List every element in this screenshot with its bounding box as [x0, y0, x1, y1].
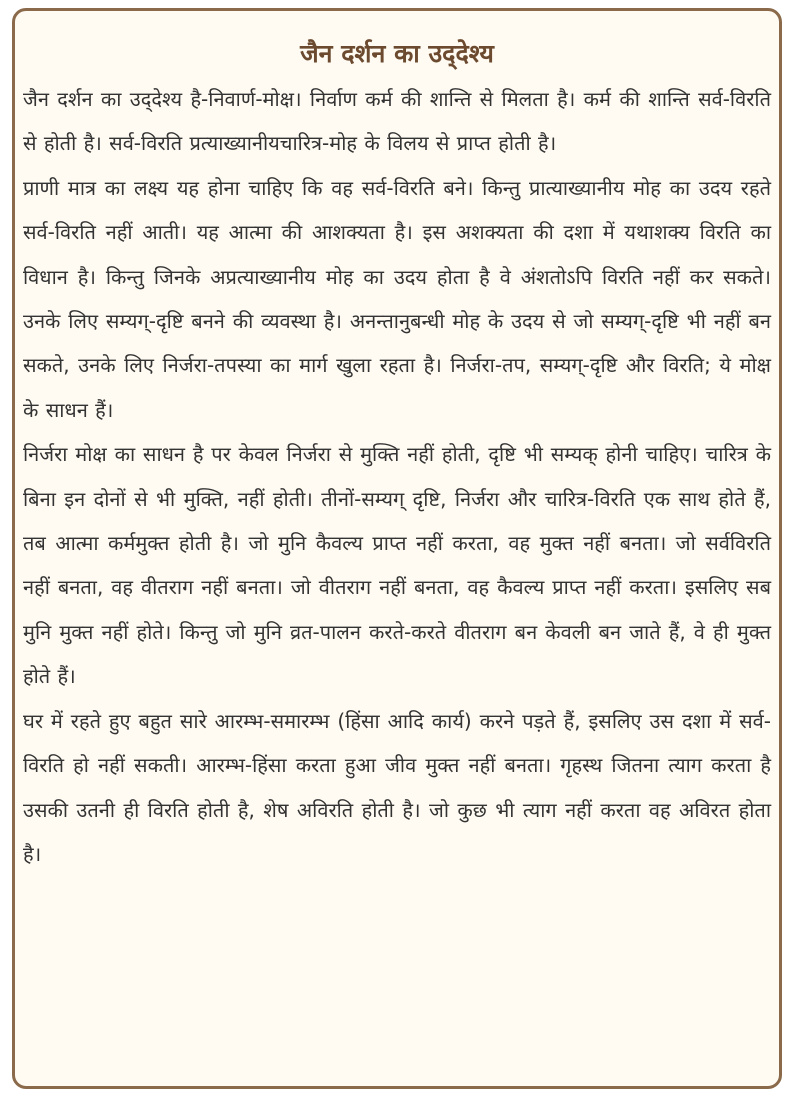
document-body — [23, 77, 771, 876]
page-frame — [12, 8, 782, 1089]
document-title: जैन दर्शन का उद्‌देश्य — [300, 39, 494, 68]
paragraph: घर में रहते हुए बहुत सारे आरम्भ-समारम्भ (हिंसा आदि कार्य) करने पड़ते हैं, इसलिए उस दशा में सर्व-विरति हो नहीं सकती। आरम्भ-हिंसा करता हुआ जीव मुक्त नहीं बनता। गृहस्थ जितना त्याग करता है उसकी उतनी ही विरति होती है, शेष अविरति होती है। जो कुछ भी त्याग नहीं करता वह अविरत होता है। — [23, 708, 771, 866]
paragraph: जैन दर्शन का उद्‌देश्य है-निवार्ण-मोक्ष। निर्वाण कर्म की शान्ति से मिलता है। कर्म की शान्ति सर्व-विरति से होती है। सर्व-विरति प्रत्याख्यानीयचारित्र-मोह के विलय से प्राप्त होती है। — [23, 87, 771, 156]
paragraph: निर्जरा मोक्ष का साधन है पर केवल निर्जरा से मुक्ति नहीं होती, दृष्टि भी सम्यक् होनी चाहिए। चारित्र के बिना इन दोनों से भी मुक्ति, नहीं होती। तीनों-सम्यग् दृष्टि, निर्जरा और चारित्र-विरति एक साथ होते हैं, तब आत्मा कर्ममुक्त होती है। जो मुनि कैवल्य प्राप्त नहीं करता, वह मुक्त नहीं बनता। जो सर्वविरति नहीं बनता, वह वीतराग नहीं बनता। जो वीतराग नहीं बनता, वह कैवल्य प्राप्त नहीं करता। इसलिए सब मुनि मुक्त नहीं होते। किन्तु जो मुनि व्रत-पालन करते-करते वीतराग बन केवली बन जाते हैं, वे ही मुक्त होते हैं। — [23, 442, 771, 689]
paragraph: प्राणी मात्र का लक्ष्य यह होना चाहिए कि वह सर्व-विरति बने। किन्तु प्रात्याख्यानीय मोह का उदय रहते सर्व-विरति नहीं आती। यह आत्मा की आशक्यता है। इस अशक्यता की दशा में यथाशक्य विरति का विधान है। किन्तु जिनके अप्रत्याख्यानीय मोह का उदय होता है वे अंशतोऽपि विरति नहीं कर सकते। उनके लिए सम्यग्-दृष्टि बनने की व्यवस्था है। अनन्तानुबन्धी मोह के उदय से जो सम्यग्-दृष्टि भी नहीं बन सकते, उनके लिए निर्जरा-तपस्या का मार्ग खुला रहता है। निर्जरा-तप, सम्यग्-दृष्टि और विरति; ये मोक्ष के साधन हैं। — [23, 175, 771, 422]
